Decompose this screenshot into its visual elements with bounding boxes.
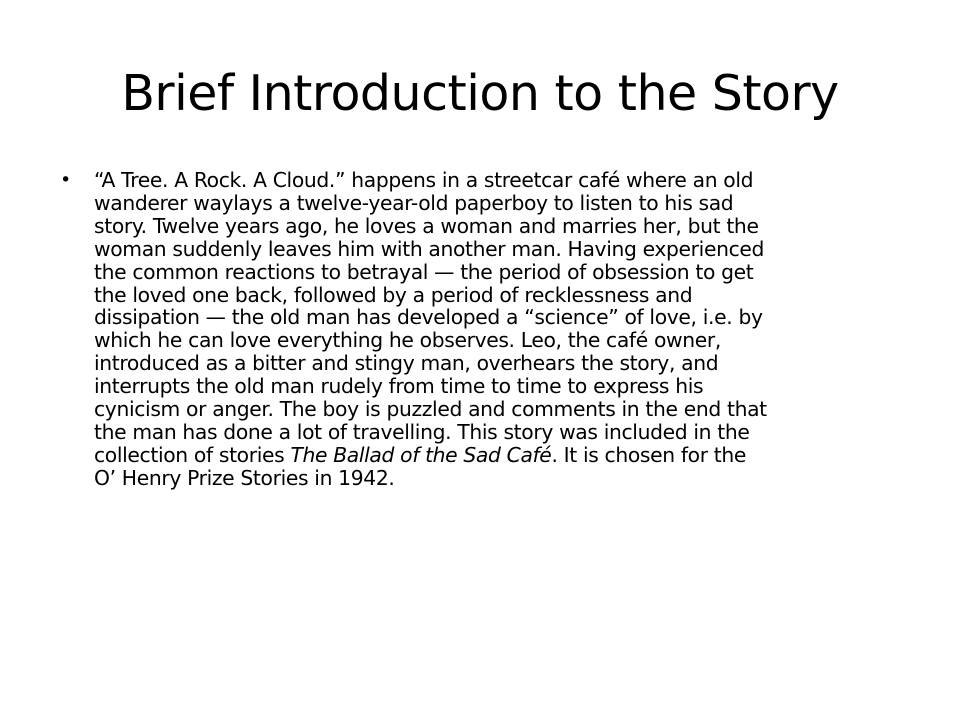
paragraph-line: introduced as a bitter and stingy man, overhears the story, and [94,351,719,376]
paragraph-line: wanderer waylays a twelve-year-old paperboy to listen to his sad [94,190,734,215]
paragraph-line: the loved one back, followed by a period of recklessness and [94,282,693,307]
line-text: . It is chosen for the [551,442,747,467]
paragraph-line: O’ Henry Prize Stories in 1942. [94,465,395,490]
paragraph-line: the common reactions to betrayal — the period of obsession to get [94,259,754,284]
paragraph-line: cynicism or anger. The boy is puzzled and comments in the end that [94,397,767,422]
paragraph-line: interrupts the old man rudely from time to time to express his [94,374,704,399]
paragraph-line: woman suddenly leaves him with another man. Having experienced [94,236,765,261]
story-summary-paragraph [94,169,924,490]
paragraph-line: dissipation — the old man has developed a “science” of love, i.e. by [94,305,763,330]
paragraph-line [94,444,924,467]
slide-title: Brief Introduction to the Story [121,65,839,122]
book-title: The Ballad of the Sad Café [290,442,552,467]
paragraph-line: story. Twelve years ago, he loves a woman and marries her, but the [94,213,759,238]
line-text: collection of stories [94,442,291,467]
bullet-point-icon: • [60,169,72,191]
paragraph-line: which he can love everything he observes. Leo, the café owner, [94,328,721,353]
paragraph-line: the man has done a lot of travelling. This story was included in the [94,419,750,444]
paragraph-line: “A Tree. A Rock. A Cloud.” happens in a streetcar café where an old [94,168,754,192]
